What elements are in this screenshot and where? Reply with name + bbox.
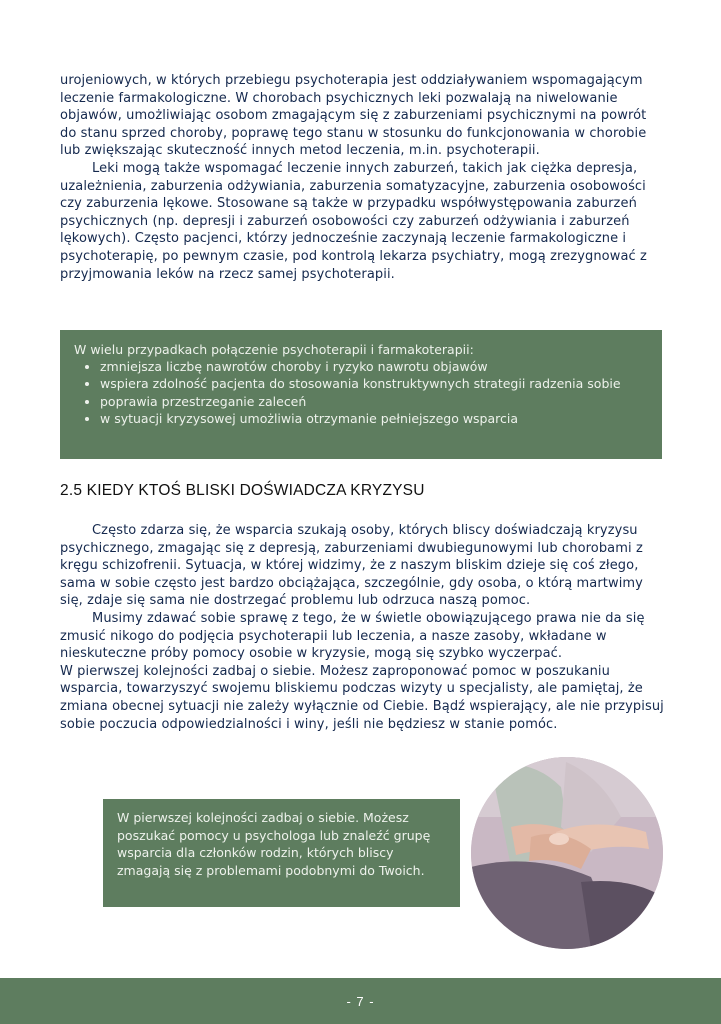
paragraph: Musimy zdawać sobie sprawę z tego, że w świetle obowiązującego prawa nie da się zmusić nikogo do podjęcia psychoterapii lub leczenia, a nasze zasoby, wkładane w nieskuteczne próby pomocy osobie w kryzysie, mogą się szybko wyczerpać. [60,610,645,662]
paragraph: Często zdarza się, że wsparcia szukają osoby, których bliscy doświadczają kryzysu psychicznego, zmagając się z depresją, zaburzeniami dwubiegunowymi lub chorobami z kręgu schizofrenii. Sytuacja, w której widzimy, że z naszym bliskim dzieje się coś złego, sama w sobie często jest bardzo obciążająca, szczególnie, gdy osoba, o którą martwimy się, zdaje się sama nie dostrzegać problemu lub odrzuca naszą pomoc. [60,523,643,609]
supporting-hands-photo [471,757,663,949]
page-footer [0,978,721,1024]
list-item: • zmniejsza liczbę nawrotów choroby i ryzyko nawrotu objawów [100,358,648,375]
callout-box [103,799,460,907]
list-item: • w sytuacji kryzysowej umożliwia otrzymanie pełniejszego wsparcia [100,410,648,427]
callout-text: W pierwszej kolejności zadbaj o siebie. Możesz poszukać pomocy u psychologa lub znaleźć grupę wsparcia dla członków rodzin, których bliscy zmagają się z problemami podobnymi do Twoich. [117,810,431,878]
list-item: • wspiera zdolność pacjenta do stosowania konstruktywnych strategii radzenia sobie [100,375,648,392]
body-text-section [60,522,665,733]
page-number: - 7 - [346,993,375,1009]
photo-illustration [471,757,663,949]
paragraph: W pierwszej kolejności zadbaj o siebie. Możesz zaproponować pomoc w poszukaniu wsparcia, towarzyszyć swojemu bliskiemu podczas wizyty u specjalisty, ale pamiętaj, że zmiana obecnej sytuacji nie zależy wyłącznie od Ciebie. Bądź wspierający, ale nie przypisuj sobie poczucia odpowiedzialności i winy, jeśli nie będziesz w stanie pomóc. [60,663,664,732]
info-box-intro: W wielu przypadkach połączenie psychoterapii i farmakoterapii: [74,342,474,357]
body-text-top [60,72,665,283]
list-item: • poprawia przestrzeganie zaleceń [100,393,648,410]
info-box-list [74,358,648,427]
paragraph: Leki mogą także wspomagać leczenie innych zaburzeń, takich jak ciężka depresja, uzależnienia, zaburzenia odżywiania, zaburzenia somatyzacyjne, zaburzenia osobowości czy zaburzenia lękowe. Stosowane są także w przypadku współwystępowania zaburzeń psychicznych (np. depresji i zaburzeń osobowości czy zaburzeń odżywiania i zaburzeń lękowych). Często pacjenci, którzy jednocześnie zaczynają leczenie farmakologiczne i psychoterapię, po pewnym czasie, pod kontrolą lekarza psychiatry, mogą zrezygnować z przyjmowania leków na rzecz samej psychoterapii. [60,160,647,282]
info-box [60,330,662,459]
section-heading: 2.5 KIEDY KTOŚ BLISKI DOŚWIADCZA KRYZYSU [60,482,425,499]
paragraph: urojeniowych, w których przebiegu psychoterapia jest oddziaływaniem wspomagającym leczenie farmakologiczne. W chorobach psychicznych leki pozwalają na niwelowanie objawów, umożliwiając osobom zmagającym się z zaburzeniami psychicznymi na powrót do stanu sprzed choroby, poprawę tego stanu w stosunku do funkcjonowania w chorobie lub zwiększając skuteczność innych metod leczenia, m.in. psychoterapii. [60,73,647,159]
